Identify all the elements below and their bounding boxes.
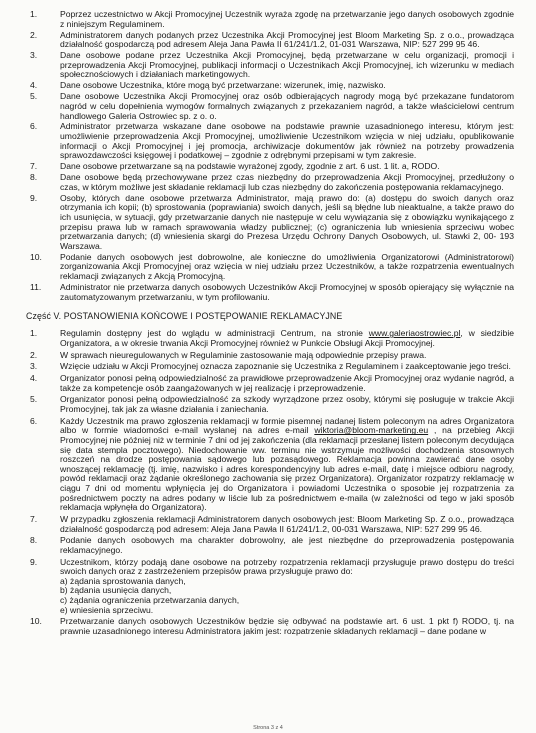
item-text: Organizator ponosi pełną odpowiedzialność za szkody wyrządzone przez osoby, którymi się posługuje w trakcie Akcji Promocyjnej, tak jak za własne działania i zaniechania.	[60, 394, 514, 415]
list-item	[22, 283, 514, 302]
list-item	[22, 329, 514, 348]
list-item	[22, 122, 514, 160]
item-text: Dane osobowe Uczestnika, które mogą być przetwarzane: wizerunek, imię, nazwisko.	[60, 80, 386, 91]
item-text: Dane osobowe Uczestnika Akcji Promocyjnej oraz osób odbierających nagrody mogą być przekazane fundatorom nagród w celu dopełnienia wymogów formalnych związanych z przekazaniem nagród, a także właścicielowi centrum handlowego Galeria Ostrowiec sp. z o. o.	[60, 91, 514, 121]
website-link[interactable]: www.galeriaostrowiec.pl	[368, 328, 461, 339]
item-number: 10.	[30, 251, 42, 262]
item-number: 11.	[30, 281, 42, 292]
item-text: Wzięcie udziału w Akcji Promocyjnej oznacza zapoznanie się Uczestnika z Regulaminem i zaakceptowanie jego treści.	[60, 361, 511, 372]
item-number: 5.	[30, 91, 38, 102]
sub-item: c) żądania ograniczenia przetwarzania danych,	[60, 595, 240, 606]
item-number: 4.	[30, 373, 38, 384]
page-footer: Strona 3 z 4	[253, 725, 283, 731]
section-iv-list	[22, 10, 514, 302]
item-number: 8.	[30, 535, 38, 546]
sub-item: a) żądania sprostowania danych,	[60, 575, 186, 586]
list-item	[22, 617, 514, 636]
item-text: Podanie danych osobowych jest dobrowolne, ale konieczne do umożliwienia Organizatorowi (Administratorowi) zorganizowania Akcji Promocyjnej oraz wzięcia w niej udziału przez Uczestników, a także rozpatrzenia ewentualnych reklamacji związanych z Akcją Promocyjną.	[60, 251, 514, 281]
item-number: 1.	[30, 9, 38, 19]
list-item	[22, 31, 514, 50]
item-number: 8.	[30, 172, 38, 183]
item-text-part: Uczestnikom, którzy podają dane osobowe na potrzeby rozpatrzenia reklamacji przysługuje prawo dostępu do treści swoich danych oraz z zastrzeżeniem przepisów prawa przysługuje prawo do:	[60, 556, 514, 577]
item-text: Dane osobowe będą przechowywane przez czas niezbędny do przeprowadzenia Akcji Promocyjnej, przedłużony o czas, w którym możliwe jest składanie reklamacji lub czas niezbędny do zakończenia postępowania reklamacyjnego.	[60, 172, 514, 192]
list-item	[22, 515, 514, 534]
item-text: W sprawach nieuregulowanych w Regulaminie zastosowanie mają odpowiednie przepisy prawa.	[60, 349, 427, 360]
item-number: 1.	[30, 328, 38, 339]
list-item	[22, 81, 514, 91]
item-text: Podanie danych osobowych ma charakter dobrowolny, ale jest niezbędne do przeprowadzenia postępowania reklamacyjnego.	[60, 535, 514, 555]
list-item	[22, 558, 514, 616]
item-number: 5.	[30, 394, 38, 405]
item-number: 6.	[30, 415, 38, 426]
item-text: Dane osobowe podane przez Uczestnika Akcji Promocyjnej, będą przetwarzane w celu organizacji, promocji i przeprowadzenia Akcji Promocyjnej, publikacji informacji o Uczestnikach Akcji Promocyjnej, ich wizerunku w mediach społecznościowych i działaniach marketingowych.	[60, 50, 514, 80]
list-item	[22, 92, 514, 121]
item-text-part: , na przebieg Akcji Promocyjnej nie później niż w terminie 7 dni od jej zakończenia (dla reklamacji przesłanej listem poleconym decydująca się data stempla pocztowego). Niedochowanie ww. terminu nie wstrzymuje możliwości dochodzenia stosownych roszczeń na drodze postępowania sądowego lub pozasądowego. Reklamacja powinna zawierać dane osoby wnoszącej reklamację (tj. imię, nazwisko i adres korespondencyjny lub adres e-mail, datę i miejsce odbioru nagrody, powód reklamacji oraz żądanie określonego zachowania się przez Organizatora). Organizator rozpatrzy reklamację w ciągu 7 dni od momentu wpłynięcia jej do Organizatora i powiadomi Uczestnika o sposobie jej rozpatrzenia za pośrednictwem poczty na adres podany w liście lub za pośrednictwem e-maila (w zależności od tego w jaki sposób reklamacja wpłynęła do Organizatora).	[60, 425, 514, 513]
item-text: Poprzez uczestnictwo w Akcji Promocyjnej Uczestnik wyraża zgodę na przetwarzanie jego danych osobowych zgodnie z niniejszym Regulaminem.	[60, 9, 514, 29]
item-text-part: Regulamin dostępny jest do wglądu w administracji Centrum, na stronie	[60, 328, 369, 339]
item-number: 2.	[30, 349, 38, 360]
item-number: 9.	[30, 556, 38, 567]
item-text	[60, 558, 514, 616]
list-item	[22, 253, 514, 282]
item-number: 9.	[30, 192, 38, 203]
item-text: Administrator nie przetwarza danych osobowych Uczestników Akcji Promocyjnej w sposób opierający się wyłącznie na zautomatyzowanym przetwarzaniu, w tym profilowaniu.	[60, 281, 514, 302]
list-item	[22, 362, 514, 372]
item-number: 10.	[30, 616, 42, 627]
item-number: 4.	[30, 80, 38, 91]
item-text	[60, 417, 514, 513]
item-text: Osoby, których dane osobowe przetwarza Administrator, mają prawo do: (a) dostępu do swoich danych oraz otrzymania ich kopii; (b) sprostowania (poprawiania) swoich danych, jeśli są błędne lub nieaktualne, a także prawo do ich usunięcia, w sytuacji, gdy przetwarzanie danych nie następuje w celu wywiązania się z obowiązku wynikającego z przepisu prawa lub w ramach sprawowania władzy publicznej; (c) ograniczenia lub wniesienia sprzeciwu wobec przetwarzania danych; (d) wniesienia skargi do Prezesa Urzędu Ochrony Danych Osobowych, ul. Stawki 2, 00- 193 Warszawa.	[60, 192, 514, 251]
section-v-title: Część V. POSTANOWIENIA KOŃCOWE I POSTĘPOWANIE REKLAMACYJNE	[26, 311, 343, 322]
item-text: Administrator przetwarza wskazane dane osobowe na podstawie prawnie uzasadnionego interesu, którym jest: umożliwienie przeprowadzenia Akcji Promocyjnej, umożliwienie Uczestnikom wzięcia w niej udziału, opublikowanie informacji o Akcji Promocyjnej i jej promocja, archiwizacje dokumentów jak również na potrzeby prowadzenia sprawozdawczości księgowej i podatkowej – zgodnie z odrębnymi przepisami w tym zakresie.	[60, 121, 514, 161]
item-number: 6.	[30, 121, 38, 132]
item-number: 2.	[30, 29, 38, 40]
sub-item: b) żądania usunięcia danych,	[60, 585, 172, 596]
item-number: 3.	[30, 361, 38, 372]
item-number: 3.	[30, 50, 38, 61]
list-item	[22, 10, 514, 29]
item-number: 7.	[30, 513, 38, 524]
item-text	[60, 329, 514, 348]
list-item	[22, 417, 514, 513]
list-item	[22, 173, 514, 192]
item-number: 7.	[30, 161, 38, 172]
list-item	[22, 162, 514, 172]
sub-item: e) wniesienia sprzeciwu.	[60, 604, 154, 615]
item-text: Przetwarzanie danych osobowych Uczestników będzie się odbywać na podstawie art. 6 ust. 1 pkt f) RODO, tj. na prawnie uzasadnionego interesu Administratora jakim jest: rozpatrzenie składanych reklamacji – dane podane w	[60, 616, 514, 637]
list-item	[22, 374, 514, 393]
item-text-part: Każdy Uczestnik ma prawo zgłoszenia reklamacji w formie pisemnej nadanej listem poleconym na adres Organizatora albo w formie wiadomości e-mail wysłanej na adres e-mail	[60, 415, 514, 436]
list-item	[22, 351, 514, 361]
item-text: Dane osobowe przetwarzane są na podstawie wyrażonej zgody, zgodnie z art. 6 ust. 1 lit. a, RODO.	[60, 161, 440, 172]
list-item	[22, 395, 514, 414]
section-v-list	[22, 329, 514, 637]
item-text: Organizator ponosi pełną odpowiedzialność za prawidłowe przeprowadzenie Akcji Promocyjnej oraz wydanie nagród, a także za kompetencje osób zaangażowanych w jej realizację i przeprowadzenie.	[60, 373, 514, 393]
item-text: W przypadku zgłoszenia reklamacji Administratorem danych osobowych jest: Bloom Marketing Sp. Z o.o., prowadząca działalność gospodarczą pod adresem: Aleja Jana Pawła II 61/241/1.2, 00-031 Warszawa, NIP: 527 299 95 46.	[60, 513, 514, 534]
list-item	[22, 536, 514, 555]
email-link[interactable]: wiktoria@bloom-marketing.eu	[314, 425, 429, 436]
list-item	[22, 194, 514, 252]
list-item	[22, 51, 514, 80]
item-text: Administratorem danych podanych przez Uczestnika Akcji Promocyjnej jest Bloom Marketing Sp. z o.o., prowadząca działalność gospodarczą pod adresem Aleja Jana Pawła II 61/241/1.2, 01-031 Warszawa, NIP: 527 299 95 46.	[60, 29, 514, 50]
item-text-part: , w siedzibie Organizatora, a w okresie trwania Akcji Promocyjnej również w Punkcie Obsługi Akcji Promocyjnej.	[60, 328, 515, 348]
